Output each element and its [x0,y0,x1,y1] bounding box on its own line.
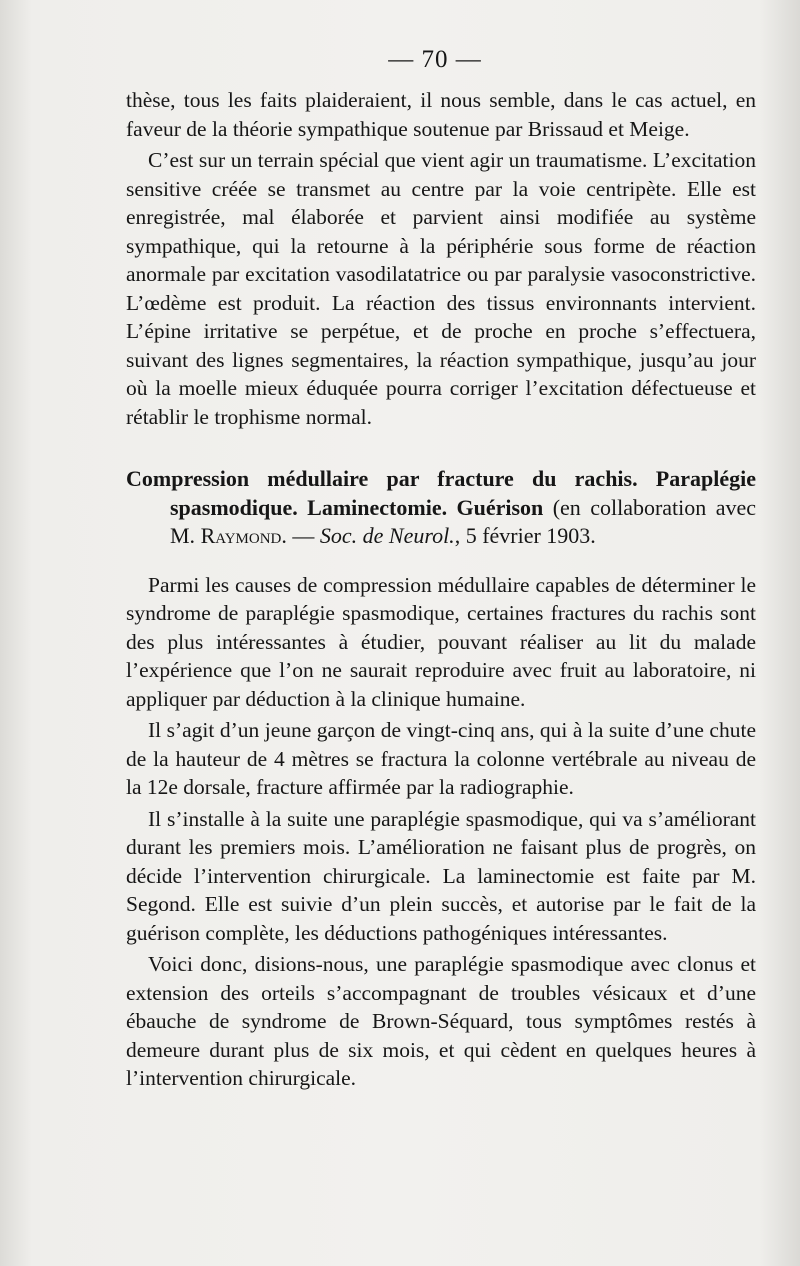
heading-journal: Soc. de Neurol. [319,523,455,548]
heading-date: , 5 février 1903. [454,523,596,548]
paragraph-2: C’est sur un terrain spécial que vient agir un traumatisme. L’excitation sensitive créée se transmet au centre par la voie centripète. Elle est enregistrée, mal élaborée et parvient ainsi modifiée au système sympathique, qui la retourne à la périphérie sous forme de réaction anormale par excitation vasodilatatrice ou par paralysie vasoconstrictive. L’œdème est produit. La réaction des tissus environnants intervient. L’épine irritative se perpétue, et de proche en proche s’effectuera, suivant des lignes segmentaires, la réaction sympathique, jusqu’au jour où la moelle mieux éduquée pourra corriger l’excitation défectueuse et rétablir le trophisme normal. [126,148,756,429]
heading-dash: . — [281,523,320,548]
paragraph-4: Il s’agit d’un jeune garçon de vingt-cinq ans, qui à la suite d’une chute de la hauteur de 4 mètres se fractura la colonne vertébrale au niveau de la 12e dorsale, fracture affirmée par la radiographie. [126,718,756,799]
page-body [126,86,756,1093]
paragraph-3: Parmi les causes de compression médullaire capables de déterminer le syndrome de paraplégie spasmodique, certaines fractures du rachis sont des plus intéressantes à étudier, pouvant réaliser au lit du malade l’expérience que l’on ne saurait reproduire avec fruit au laboratoire, ni appliquer par déduction à la clinique humaine. [126,572,756,711]
paragraph-6: Voici donc, disions-nous, une paraplégie spasmodique avec clonus et extension des orteils s’accompagnant de troubles vésicaux et d’une ébauche de syndrome de Brown-Séquard, tous symptômes restés à demeure durant plus de six mois, et qui cèdent en quelques heures à l’intervention chirurgicale. [126,952,756,1090]
heading-author: Raymond [200,523,282,548]
heading-collab: (en collaboration avec M. [170,494,756,548]
section-heading [126,465,756,551]
heading-title: Compression médullaire par fracture du rachis. Paraplégie spasmodique. Laminectomie. Guérison [126,466,756,520]
paragraph-5: Il s’installe à la suite une paraplégie spasmodique, qui va s’améliorant durant les premiers mois. L’amélioration ne faisant plus de progrès, on décide l’intervention chirurgicale. La laminectomie est faite par M. Segond. Elle est suivie d’un plein succès, et autorise par le fait de la guérison complète, les déductions pathogéniques intéressantes. [126,806,756,945]
paragraph-1: thèse, tous les faits plaideraient, il nous semble, dans le cas actuel, en faveur de la théorie sympathique soutenue par Brissaud et Meige. [126,88,756,141]
page-number: — 70 — [388,46,482,73]
